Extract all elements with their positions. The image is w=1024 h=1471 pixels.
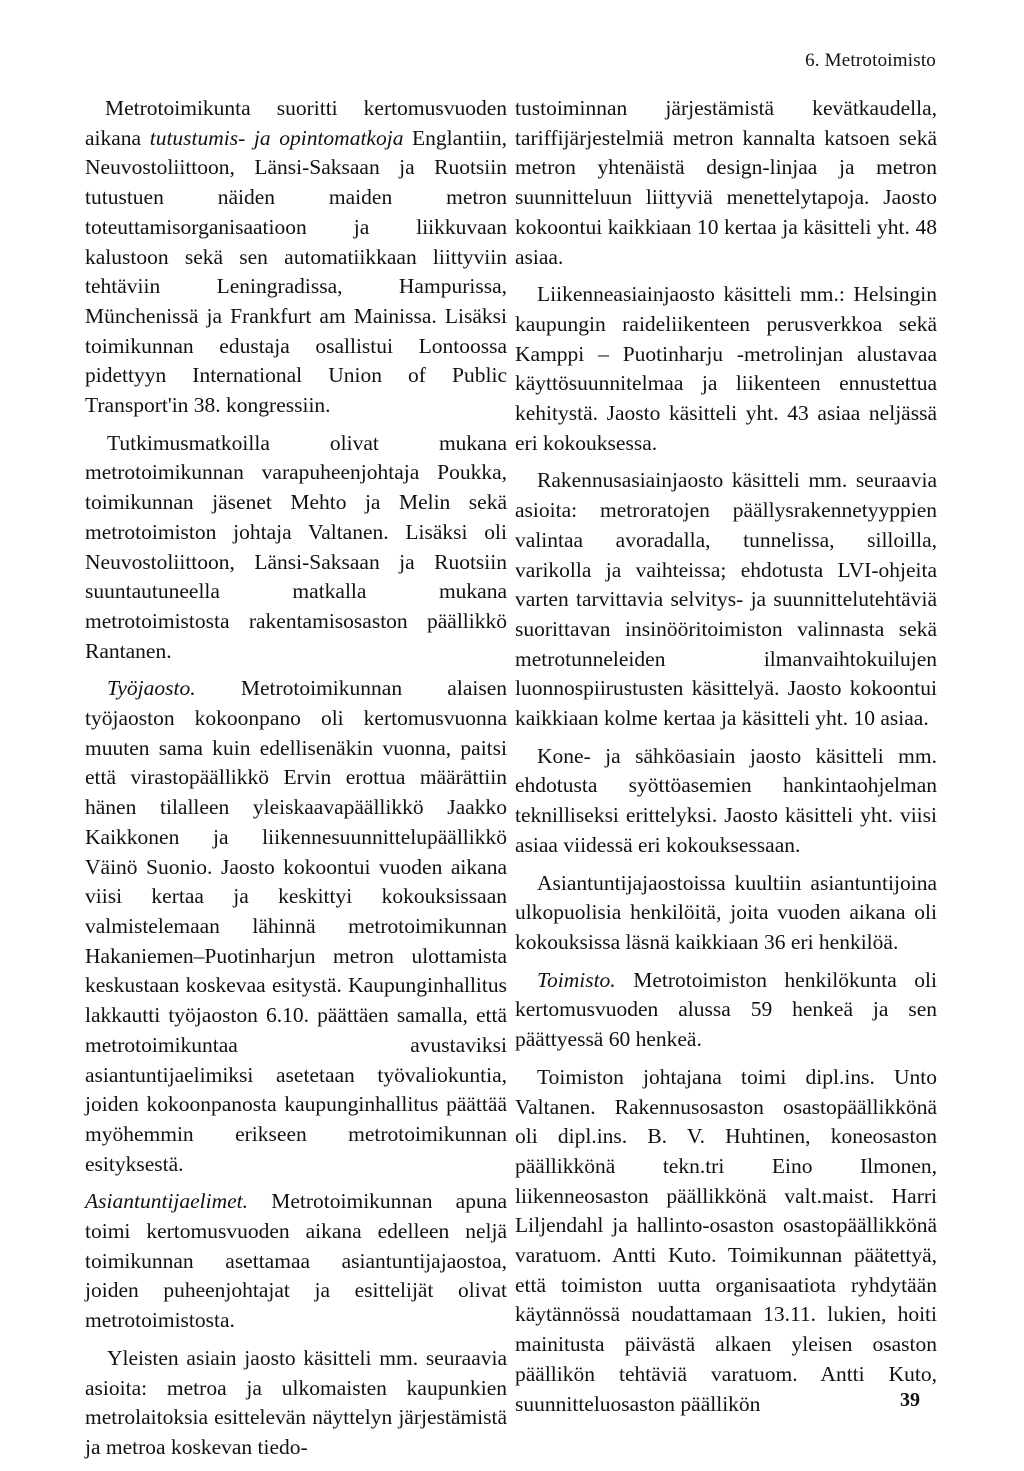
paragraph-trip-participants: Tutkimusmatkoilla olivat mukana metrotoimikunnan varapuheenjohtaja Poukka, toimikunnan jäsenet Mehto ja Melin sekä metrotoimiston johtaja Valtanen. Lisäksi oli Neuvostoliittoon, Länsi-Saksaan ja Ruotsiin suuntautuneella matkalla mukana metrotoimistosta rakentamisosaston päällikkö Rantanen.: [85, 430, 507, 663]
running-header: 6. Metrotoimisto: [805, 50, 936, 71]
left-column: [85, 94, 507, 1471]
right-column: [515, 94, 937, 1427]
section-heading-italic: Asiantuntijaelimet.: [85, 1189, 249, 1214]
paragraph-general-affairs: Yleisten asiain jaosto käsitteli mm. seuraavia asioita: metroa ja ulkomaisten kaupunkien metrolaitoksia esittelevän näyttelyn järjestämistä ja metroa koskevan tiedo-: [85, 1345, 507, 1459]
section-heading-italic: Toimisto.: [537, 967, 616, 992]
paragraph-text: Metrotoimikunnan alaisen työjaoston kokoonpano oli kertomusvuonna muuten sama kuin edellisenäkin vuonna, paitsi että virastopäällikkö Ervin erottua määrättiin hänen tilalleen yleiskaavapäällikkö Jaakko Kaikkonen ja liikennesuunnittelupäällikkö Väinö Suonio. Jaosto kokoontui vuoden aikana viisi kertaa ja keskittyi kokouksissaan valmistelemaan lähinnä metrotoimikunnan Hakaniemen–Puotinharjun metron ulottamista keskustaan koskevaa esitystä. Kaupunginhallitus lakkautti työjaoston 6.10. päättäen samalla, että metrotoimikuntaa avustaviksi asiantuntijaelimiksi asetetaan työvaliokuntia, joiden kokoonpanosta kaupunginhallitus päättää myöhemmin erikseen metrotoimikunnan esityksestä.: [85, 676, 507, 1176]
paragraph-office-management: Toimiston johtajana toimi dipl.ins. Unto Valtanen. Rakennusosaston osastopäällikkönä oli dipl.ins. B. V. Huhtinen, koneosaston päällikkönä tekn.tri Eino Ilmonen, liikenneosaston päällikkönä valt.maist. Harri Liljendahl ja hallinto-osaston osastopäällikkönä varatuom. Antti Kuto. Toimikunnan päätettyä, että toimiston uutta organisaatiota ryhdytään käytännössä noudattamaan 13.11. lukien, hoiti mainitusta päivästä alkaen yleisen osaston päällikön tehtäviä varatuom. Antti Kuto, suunnitteluosaston päällikön: [515, 1064, 937, 1416]
paragraph-mechanical-electrical-section: Kone- ja sähköasiain jaosto käsitteli mm. ehdotusta syöttöasemien hankintaohjelman teknilliseksi erittelyksi. Jaosto käsitteli yht. viisi asiaa viidessä eri kokouksessaan.: [515, 743, 937, 857]
italic-term: tutustumis- ja opintomatkoja: [149, 125, 404, 150]
section-heading-italic: Työjaosto.: [107, 676, 196, 701]
paragraph-text: Englantiin, Neuvostoliittoon, Länsi-Saksaan ja Ruotsiin tutustuen näiden maiden metron toteuttamisorganisaatioon ja liikkuvaan kalustoon sekä sen automatiikkaan liittyviin tehtäviin Leningradissa, Hampurissa, Münchenissä ja Frankfurt am Mainissa. Lisäksi toimikunnan edustaja osallistui Lontoossa pidettyyn International Union of Public Transport'in 38. kongressiin.: [85, 125, 507, 418]
paragraph-text: Metrotoimikunta suoritti kertomusvuoden aikana: [85, 96, 507, 150]
paragraph-information-continued: tustoiminnan järjestämistä kevätkaudella, tariffijärjestelmiä metron kannalta katsoen sekä metron yhtenäistä design-linjaa ja metron suunnitteluun liittyviä menettelytapoja. Jaosto kokoontui kaikkiaan 10 kertaa ja käsitteli yht. 48 asiaa.: [515, 96, 937, 269]
paragraph-study-trips: [85, 94, 507, 421]
page-number: 39: [900, 1389, 920, 1411]
paragraph-text: Metrotoimiston henkilökunta oli kertomusvuoden alussa 59 henkeä ja sen päättyessä 60 henkeä.: [515, 967, 937, 1052]
paragraph-expert-bodies: [85, 1187, 507, 1336]
paragraph-working-committee: [85, 674, 507, 1179]
paragraph-text: Metrotoimikunnan apuna toimi kertomusvuoden aikana edelleen neljä toimikunnan asettamaa asiantuntijajaostoa, joiden puheenjohtajat ja esittelijät olivat metrotoimistosta.: [85, 1189, 507, 1333]
paragraph-construction-section: Rakennusasiainjaosto käsitteli mm. seuraavia asioita: metroratojen päällysrakennetyyppien valintaa avoradalla, tunnelissa, silloilla, varikolla ja vaihteissa; ehdotusta LVI-ohjeita varten tarvittavia selvitys- ja suunnittelutehtäviä suorittavan insinööritoimiston valinnasta sekä metrotunneleiden ilmanvaihtokuilujen luonnospiirustusten käsittelyä. Jaosto kokoontui kaikkiaan kolme kertaa ja käsitteli yht. 10 asiaa.: [515, 468, 937, 731]
paragraph-office: [515, 966, 937, 1055]
paragraph-traffic-section: Liikenneasiainjaosto käsitteli mm.: Helsingin kaupungin raideliikenteen perusverkkoa sekä Kamppi – Puotinharju -metrolinjan alustavaa käyttösuunnitelmaa ja liikenteen ennustettua kehitystä. Jaosto käsitteli yht. 43 asiaa neljässä eri kokouksessa.: [515, 282, 937, 455]
paragraph-expert-sections: Asiantuntijajaostoissa kuultiin asiantuntijoina ulkopuolisia henkilöitä, joita vuoden aikana oli kokouksissa läsnä kaikkiaan 36 eri henkilöä.: [515, 870, 937, 954]
